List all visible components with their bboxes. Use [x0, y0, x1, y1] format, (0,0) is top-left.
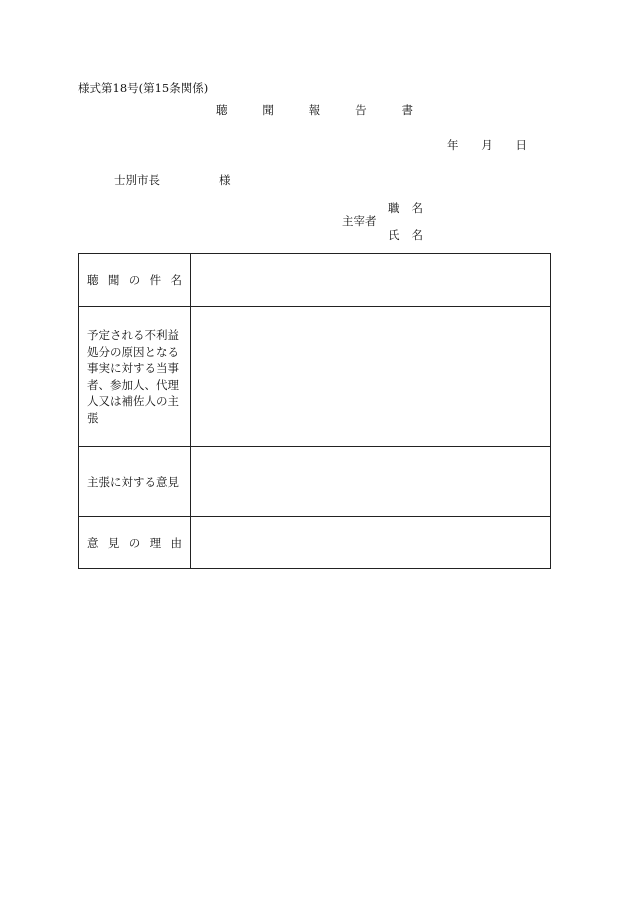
table-row [79, 254, 551, 307]
opinion-reason-value[interactable] [191, 517, 551, 569]
presider-position [388, 201, 423, 215]
date-line [447, 138, 527, 152]
addressee-name: 士別市長 [114, 173, 160, 187]
date-day-label: 日 [515, 138, 527, 152]
opinion-reason-label: 意 見 の 理 由 [79, 517, 191, 569]
position-char: 職 [388, 201, 400, 215]
title-char: 告 [355, 103, 367, 117]
date-month-label: 月 [481, 138, 493, 152]
opinion-value[interactable] [191, 447, 551, 517]
party-claims-value[interactable] [191, 307, 551, 447]
table-row [79, 307, 551, 447]
date-year-label: 年 [447, 138, 459, 152]
opinion-label: 主張に対する意見 [79, 447, 191, 517]
document-title [216, 103, 413, 117]
position-char: 名 [411, 201, 423, 215]
table-row [79, 447, 551, 517]
name-char: 名 [411, 228, 423, 242]
title-char: 聴 [216, 103, 228, 117]
party-claims-label: 予定される不利益処分の原因となる事実に対する当事者、参加人、代理人又は補佐人の主張 [79, 307, 191, 447]
presider-label: 主宰者 [342, 214, 377, 228]
form-number: 様式第18号(第15条関係) [78, 81, 209, 95]
hearing-subject-value[interactable] [191, 254, 551, 307]
title-char: 報 [308, 103, 321, 117]
name-char: 氏 [388, 228, 400, 242]
hearing-report-table [78, 253, 551, 569]
title-char: 聞 [262, 103, 274, 117]
hearing-subject-label: 聴 聞 の 件 名 [79, 254, 191, 307]
addressee-honorific: 様 [219, 173, 231, 187]
title-char: 書 [401, 103, 413, 117]
presider-name [388, 228, 423, 242]
table-row [79, 517, 551, 569]
